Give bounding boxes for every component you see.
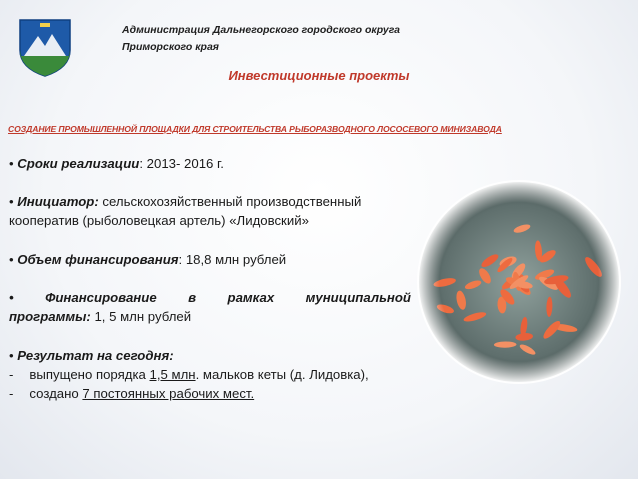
header-line-1: Администрация Дальнегорского городского округа bbox=[122, 24, 400, 36]
initiator-value-2: кооператив (рыболовецкая артель) «Лидовский» bbox=[9, 213, 309, 228]
program-line-1: • Финансирование в рамках муниципальной bbox=[9, 290, 411, 305]
program-word-3: рамках bbox=[227, 290, 275, 305]
initiator-value-1: сельскохозяйственный производственный bbox=[102, 194, 362, 209]
program-value: 1, 5 млн рублей bbox=[94, 309, 192, 324]
program-word-2: в bbox=[188, 290, 197, 305]
result-label: Результат на сегодня: bbox=[17, 348, 174, 363]
timing-label: Сроки реализации bbox=[17, 156, 140, 171]
program-line-2 bbox=[9, 307, 411, 326]
section-heading: СОЗДАНИЕ ПРОМЫШЛЕННОЙ ПЛОЩАДКИ ДЛЯ СТРОИТЕЛЬСТВА РЫБОРАЗВОДНОГО ЛОСОСЕВОГО МИНИЗАВОДА bbox=[8, 124, 502, 134]
timing-value: 2013- 2016 г. bbox=[146, 156, 224, 171]
item-funding: • Объем финансирования: 18,8 млн рублей bbox=[9, 252, 287, 267]
initiator-label: Инициатор: bbox=[17, 194, 99, 209]
result-1-underline: 1,5 млн bbox=[149, 367, 196, 382]
salmon-fry-photo bbox=[417, 180, 622, 385]
program-word-4: муниципальной bbox=[305, 290, 411, 305]
result-2-pre: создано bbox=[29, 386, 79, 401]
result-1-pre: выпущено порядка bbox=[29, 367, 146, 382]
funding-value: 18,8 млн рублей bbox=[185, 252, 287, 267]
funding-label: Объем финансирования bbox=[17, 252, 179, 267]
program-label-2: программы: bbox=[9, 309, 91, 324]
result-1-post: . мальков кеты (д. Лидовка), bbox=[195, 367, 369, 382]
item-initiator: • Инициатор: сельскохозяйственный производственный кооператив (рыболовецкая артель) «Лидовский» bbox=[9, 194, 362, 228]
item-timing: • Сроки реализации: 2013- 2016 г. bbox=[9, 156, 224, 171]
header bbox=[122, 22, 400, 56]
header-line-2: Приморского края bbox=[122, 41, 219, 53]
page-title: Инвестиционные проекты bbox=[228, 68, 410, 83]
item-program bbox=[9, 288, 411, 326]
result-2-underline: 7 постоянных рабочих мест. bbox=[82, 386, 255, 401]
item-result: • Результат на сегодня: - выпущено порядка 1,5 млн. мальков кеты (д. Лидовка), - создано 7 постоянных рабочих мест. bbox=[9, 348, 369, 401]
program-word-1: Финансирование bbox=[45, 290, 157, 305]
